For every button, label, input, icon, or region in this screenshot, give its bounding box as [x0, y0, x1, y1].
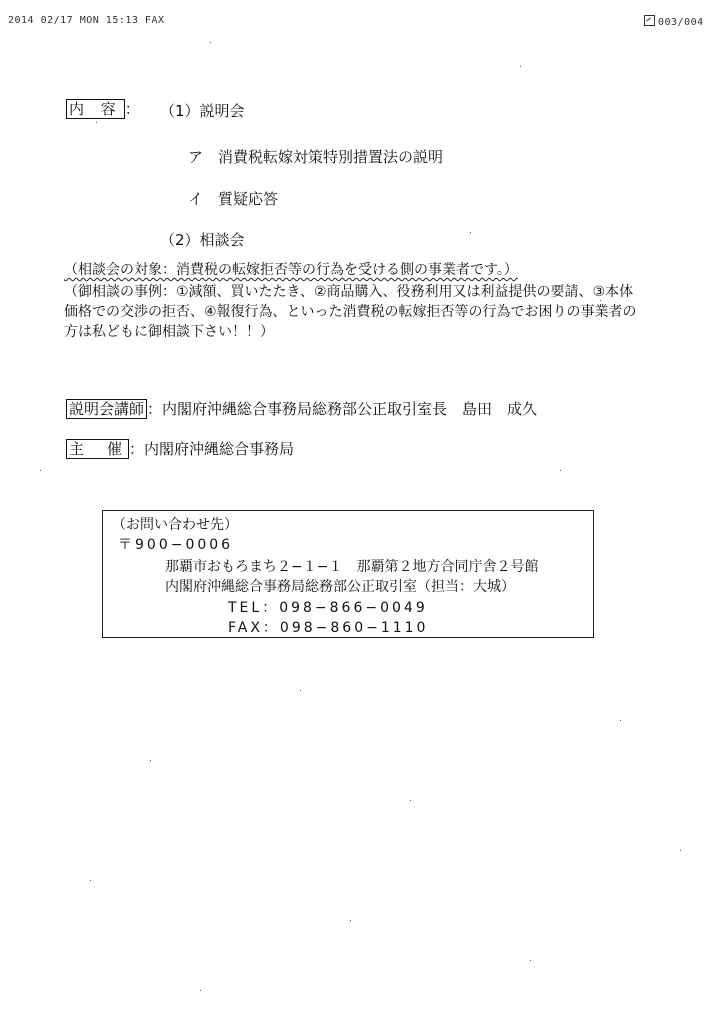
lecturer-row [66, 398, 537, 419]
fax-page-number: 003/004 [658, 17, 704, 28]
consultation-examples-line-2: 価格での交渉の拒否、④報復行為、といった消費税の転嫁拒否等の行為でお困りの事業者の [64, 304, 637, 320]
organizer-value: ：内閣府沖縄総合事務局 [129, 440, 295, 458]
content-heading [66, 98, 140, 119]
contact-fax: FAX：098−860−1110 [228, 620, 429, 636]
contact-heading: （お問い合わせ先） [112, 517, 238, 533]
consultation-examples-line-1: （御相談の事例：①減額、買いたたき、②商品購入、役務利用又は利益提供の要請、③本体 [64, 284, 634, 300]
contact-address: 那覇市おもろまち２−１−１ 那覇第２地方合同庁舎２号館 [165, 559, 539, 575]
organizer-row [66, 438, 294, 459]
fax-header-timestamp: 2014 02/17 MON 15:13 FAX [8, 15, 165, 26]
contact-tel: TEL：098−866−0049 [228, 600, 428, 616]
lecturer-label: 説明会講師 [66, 399, 147, 419]
section1-title: （1）説明会 [160, 102, 245, 120]
consultation-target-text: （相談会の対象：消費税の転嫁拒否等の行為を受ける側の事業者です。） [64, 262, 518, 278]
consultation-target-note [64, 259, 518, 279]
contact-postal-code: 〒900−0006 [118, 537, 234, 553]
contact-office: 内閣府沖縄総合事務局総務部公正取引室（担当：大城） [165, 579, 515, 595]
fax-page-indicator [644, 15, 704, 28]
section1-item-a: ア 消費税転嫁対策特別措置法の説明 [188, 148, 444, 166]
content-colon: ： [124, 100, 140, 118]
fax-page-icon [644, 15, 655, 26]
consultation-examples-line-3: 方は私どもに御相談下さい！！） [64, 324, 274, 340]
organizer-label: 主 催 [66, 439, 129, 459]
lecturer-value: ：内閣府沖縄総合事務局総務部公正取引室長 島田 成久 [147, 400, 538, 418]
section1-item-i: イ 質疑応答 [188, 190, 279, 208]
section2-title: （2）相談会 [160, 231, 245, 249]
content-label: 内 容 [66, 99, 125, 119]
